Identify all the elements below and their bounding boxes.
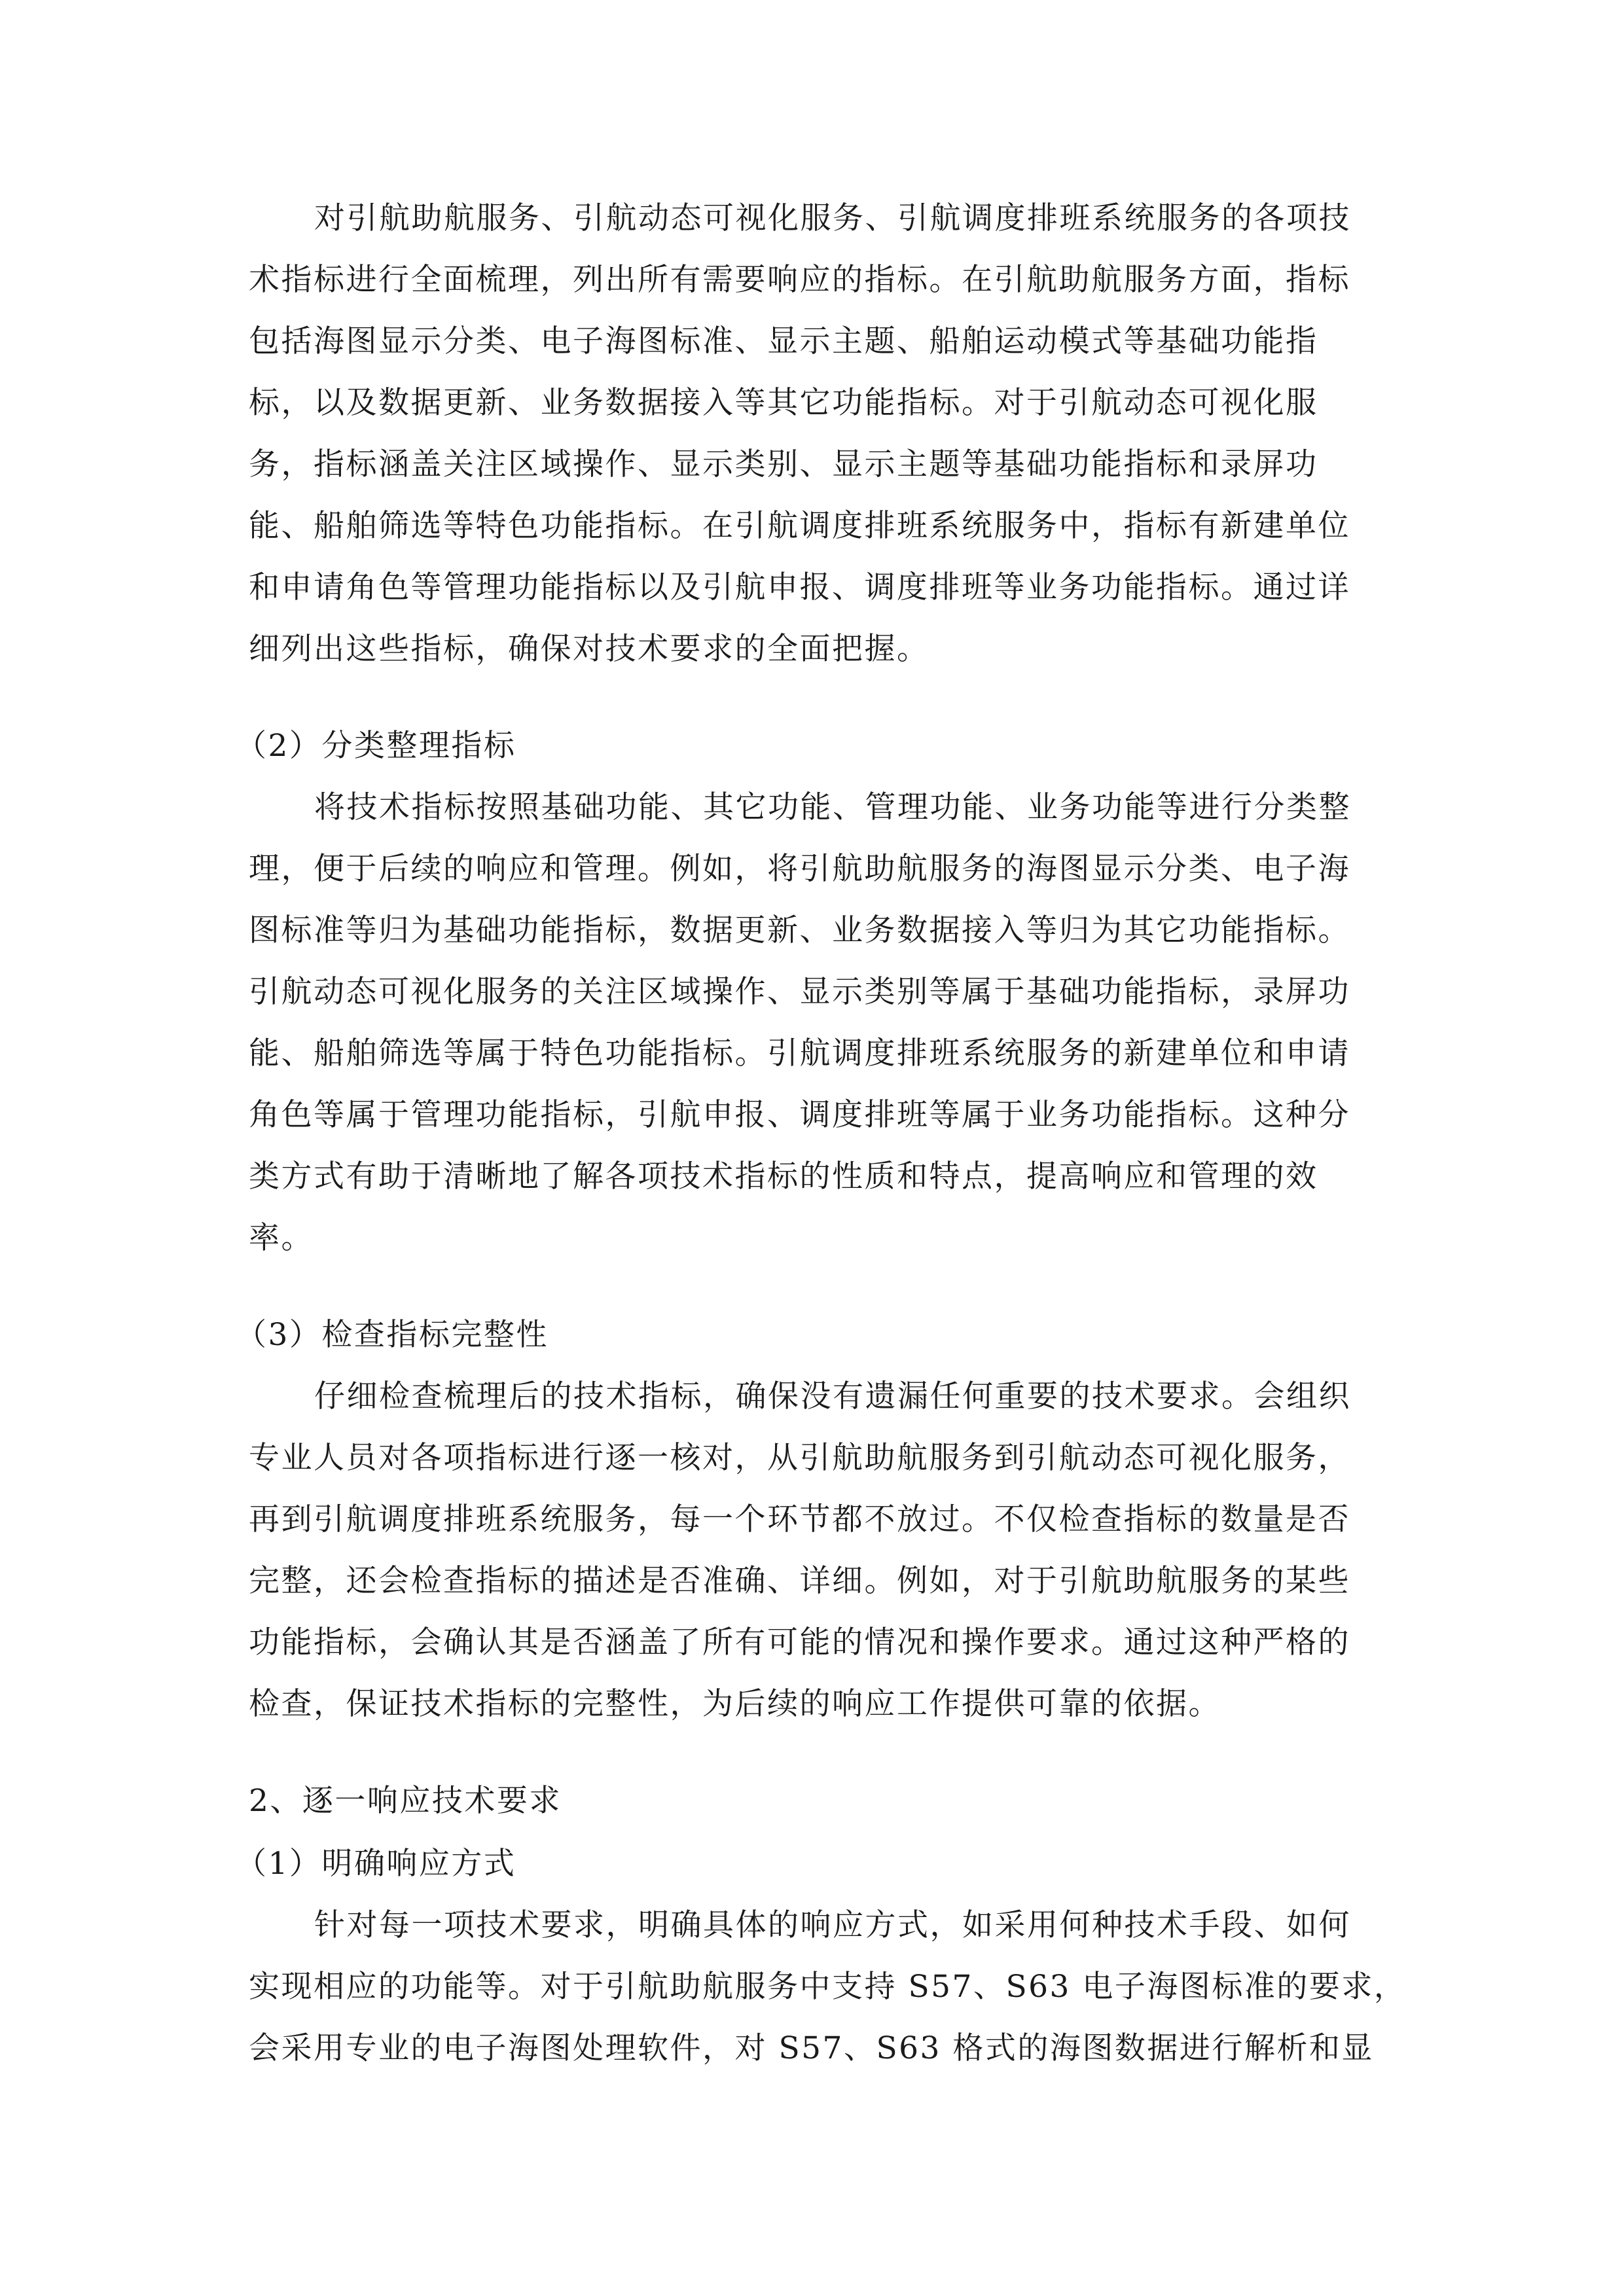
paragraph-2-line-4: 引航动态可视化服务的关注区域操作、显示类别等属于基础功能指标，录屏功 <box>249 974 1350 1010</box>
paragraph-2-line-5: 能、船舶筛选等属于特色功能指标。引航调度排班系统服务的新建单位和申请 <box>249 1035 1350 1071</box>
paragraph-3-line-4: 完整，还会检查指标的描述是否准确、详细。例如，对于引航助航服务的某些 <box>249 1563 1350 1599</box>
paragraph-2-line-6: 角色等属于管理功能指标，引航申报、调度排班等属于业务功能指标。这种分 <box>249 1097 1350 1133</box>
heading-3: （3）检查指标完整性 <box>236 1317 549 1353</box>
paragraph-2-line-3: 图标准等归为基础功能指标，数据更新、业务数据接入等归为其它功能指标。 <box>249 912 1350 948</box>
paragraph-3-line-2: 专业人员对各项指标进行逐一核对，从引航助航服务到引航动态可视化服务， <box>249 1440 1350 1476</box>
heading-4: （1）明确响应方式 <box>236 1846 516 1882</box>
paragraph-4-line-2: 实现相应的功能等。对于引航助航服务中支持 S57、S63 电子海图标准的要求， <box>249 1969 1407 2005</box>
heading-2: （2）分类整理指标 <box>236 728 516 764</box>
paragraph-3-line-5: 功能指标，会确认其是否涵盖了所有可能的情况和操作要求。通过这种严格的 <box>249 1624 1350 1660</box>
paragraph-2-line-7: 类方式有助于清晰地了解各项技术指标的性质和特点，提高响应和管理的效 <box>249 1158 1318 1194</box>
paragraph-4-line-3: 会采用专业的电子海图处理软件，对 S57、S63 格式的海图数据进行解析和显 <box>249 2030 1374 2066</box>
paragraph-1-line-7: 和申请角色等管理功能指标以及引航申报、调度排班等业务功能指标。通过详 <box>249 569 1350 605</box>
paragraph-3-line-1: 仔细检查梳理后的技术指标，确保没有遗漏任何重要的技术要求。会组织 <box>314 1378 1351 1414</box>
paragraph-3-line-6: 检查，保证技术指标的完整性，为后续的响应工作提供可靠的依据。 <box>249 1686 1221 1722</box>
section-2-heading: 2、逐一响应技术要求 <box>249 1783 562 1819</box>
paragraph-3-line-3: 再到引航调度排班系统服务，每一个环节都不放过。不仅检查指标的数量是否 <box>249 1501 1350 1537</box>
paragraph-4-line-1: 针对每一项技术要求，明确具体的响应方式，如采用何种技术手段、如何 <box>314 1907 1351 1943</box>
paragraph-1-line-6: 能、船舶筛选等特色功能指标。在引航调度排班系统服务中，指标有新建单位 <box>249 508 1350 544</box>
paragraph-1-line-5: 务，指标涵盖关注区域操作、显示类别、显示主题等基础功能指标和录屏功 <box>249 446 1318 482</box>
paragraph-1-line-1: 对引航助航服务、引航动态可视化服务、引航调度排班系统服务的各项技 <box>314 200 1351 236</box>
paragraph-2-line-1: 将技术指标按照基础功能、其它功能、管理功能、业务功能等进行分类整 <box>314 789 1351 825</box>
paragraph-2-line-8: 率。 <box>249 1220 314 1256</box>
paragraph-1-line-2: 术指标进行全面梳理，列出所有需要响应的指标。在引航助航服务方面，指标 <box>249 262 1350 298</box>
paragraph-2-line-2: 理，便于后续的响应和管理。例如，将引航助航服务的海图显示分类、电子海 <box>249 851 1350 887</box>
paragraph-1-line-3: 包括海图显示分类、电子海图标准、显示主题、船舶运动模式等基础功能指 <box>249 323 1318 359</box>
paragraph-1-line-4: 标，以及数据更新、业务数据接入等其它功能指标。对于引航动态可视化服 <box>249 385 1318 421</box>
paragraph-1-line-8: 细列出这些指标，确保对技术要求的全面把握。 <box>249 631 929 667</box>
